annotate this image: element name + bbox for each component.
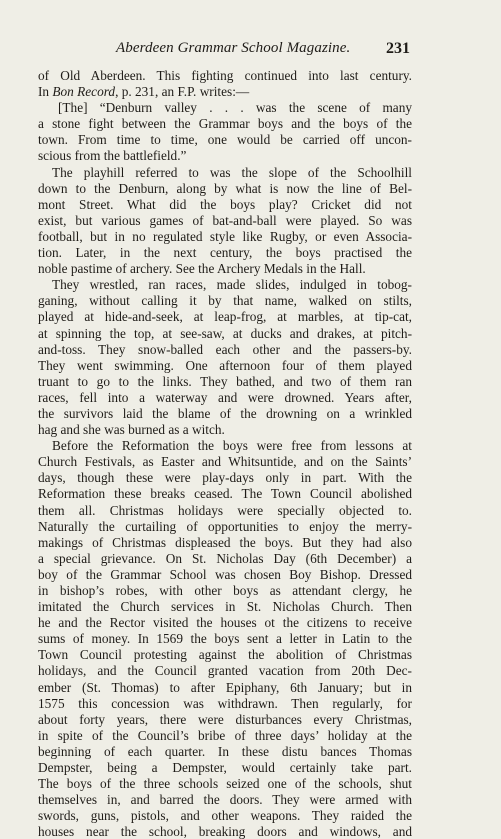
- text-line: noble pastime of archery. See the Archery Medals in the Hall.: [38, 261, 366, 277]
- text-line: he and the Rector visited the houses ot the citizens to receive: [38, 615, 412, 631]
- text-line: a stone fight between the Grammar boys and the boys of the: [38, 116, 412, 132]
- text-line: played at hide-and-seek, at leap-frog, at marbles, at tip-cat,: [38, 309, 412, 325]
- text-line: The playhill referred to was the slope of the Schoolhill: [52, 164, 412, 180]
- text-line: a special grievance. On St. Nicholas Day (6th December) a: [38, 550, 412, 566]
- text-line: Naturally the curtailing of opportunities to enjoy the merry-: [38, 518, 412, 534]
- text-line: Town Council protesting against the abolition of Christmas: [38, 647, 412, 663]
- text-line: imitated the Church services in St. Nicholas Church. Then: [38, 599, 412, 615]
- text-line: swords, guns, pistols, and other weapons. They raided the: [38, 808, 412, 824]
- page-number: 231: [386, 40, 410, 57]
- text-line: down to the Denburn, along by what is now the line of Bel-: [38, 180, 412, 196]
- text-line: [The] “Denburn valley . . . was the scene of many: [58, 100, 412, 116]
- text-line: ganing, without calling it by that name, walked on stilts,: [38, 293, 412, 309]
- text-line: days, though these were play-days only in part. With the: [38, 470, 412, 486]
- text-line: mont Street. What did the boys play? Cricket did not: [38, 196, 412, 212]
- text-line: Before the Reformation the boys were free from lessons at: [52, 438, 412, 454]
- body-text: [38, 68, 412, 839]
- text-line: football, but in no regulated style like Rugby, or even Associa-: [38, 228, 412, 244]
- text-line: They wrestled, ran races, made slides, indulged in tobog-: [52, 277, 412, 293]
- text-line: and-toss. They snow-balled each other and the passers-by.: [38, 341, 412, 357]
- text-line: the survivors laid the blame of the drowning on a wrinkled: [38, 405, 412, 421]
- text-line: beginning of each quarter. In these distu bances Thomas: [38, 743, 412, 759]
- running-title: Aberdeen Grammar School Magazine.: [116, 40, 351, 56]
- text-line: races, fell into a waterway and were drowned. Years after,: [38, 389, 412, 405]
- text-line: The boys of the three schools seized one of the schools, shut: [38, 776, 412, 792]
- text-line: holidays, and the Council granted vacation from 20th Dec-: [38, 663, 412, 679]
- text-line: sums of money. In 1569 the boys sent a letter in Latin to the: [38, 631, 412, 647]
- text-line: of Old Aberdeen. This fighting continued into last century.: [38, 68, 412, 83]
- text-line: town. From time to time, one would be carried off uncon-: [38, 132, 412, 148]
- text-line: Reformation these breaks ceased. The Town Council abolished: [38, 486, 412, 502]
- text-line: them all. Christmas holidays were specially objected to.: [38, 502, 412, 518]
- text-line: themselves in, and barred the doors. They were armed with: [38, 792, 412, 808]
- text-line: boy of the Grammar School was chosen Boy Bishop. Dressed: [38, 566, 412, 582]
- page-header: [38, 40, 410, 60]
- text-line: about forty years, there were disturbances every Christmas,: [38, 711, 412, 727]
- text-line: hag and she was burned as a witch.: [38, 422, 225, 438]
- text-line: truant to go to the links. They bathed, and two of them ran: [38, 373, 412, 389]
- text-line: tion. Later, in the next century, the boys practised the: [38, 245, 412, 261]
- text-line: 1575 this concession was withdrawn. Then regularly, for: [38, 695, 412, 711]
- text-line: Church Festivals, as Easter and Whitsuntide, and on the Saints’: [38, 454, 412, 470]
- text-line: In Bon Record, p. 231, an F.P. writes:—: [38, 84, 250, 100]
- text-line: Dempster, being a Dempster, would certainly take part.: [38, 760, 412, 776]
- text-line: in bishop’s robes, with other boys as attendant clergy, he: [38, 583, 412, 598]
- text-line: exist, but various games of bat-and-ball were played. So was: [38, 212, 412, 228]
- text-line: They went swimming. One afternoon four of them played: [38, 357, 412, 373]
- text-line: scious from the battlefield.”: [38, 148, 187, 164]
- text-line: at spinning the top, at see-saw, at ducks and drakes, at pitch-: [38, 325, 412, 341]
- text-line: ember (St. Thomas) to after Epiphany, 6th January; but in: [38, 679, 412, 695]
- text-line: houses near the school, breaking doors and windows, and: [38, 824, 412, 839]
- text-line: in spite of the Council’s bribe of three days’ holiday at the: [38, 727, 412, 743]
- book-title: Bon Record: [52, 84, 116, 100]
- text-line: makings of Christmas displeased the boys. But they had also: [38, 534, 412, 550]
